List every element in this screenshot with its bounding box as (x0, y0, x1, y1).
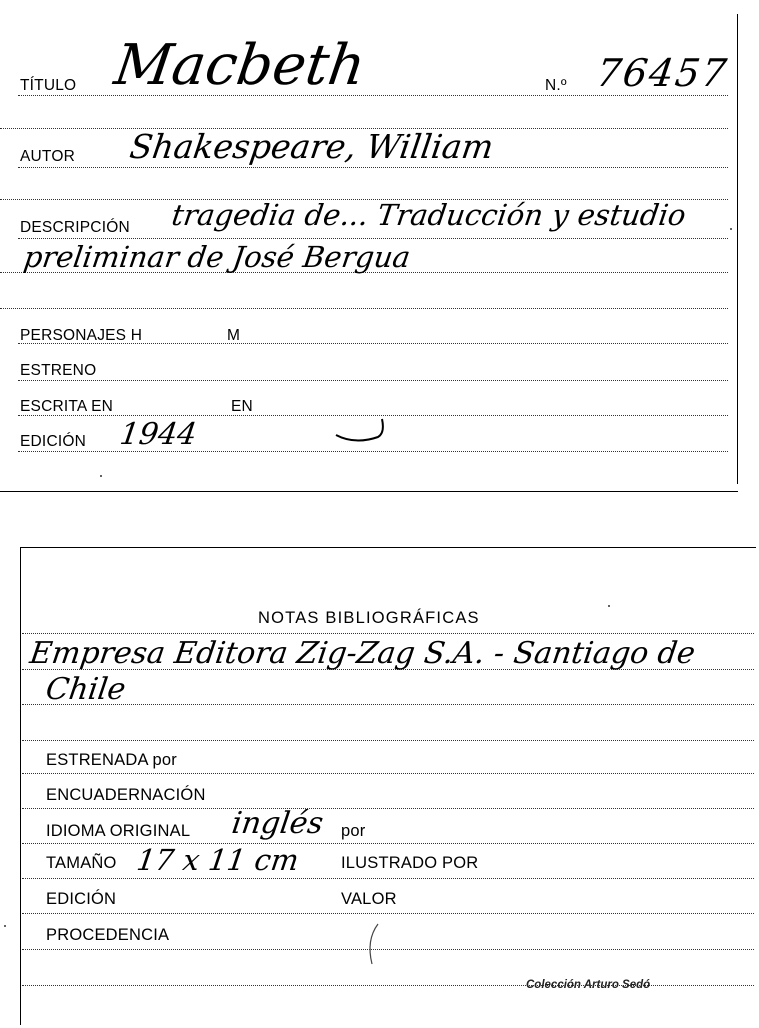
estreno-label: ESTRENO (20, 362, 97, 379)
tamano-value: 17 x 11 cm (134, 843, 301, 877)
numero-label: N.º (545, 77, 567, 94)
ruled-line (22, 704, 754, 705)
descripcion-value-line2: preliminar de José Bergua (21, 240, 413, 274)
autor-label: AUTOR (20, 148, 75, 165)
estrenada-por-label: ESTRENADA por (46, 751, 177, 769)
descripcion-label: DESCRIPCIÓN (20, 219, 130, 236)
personajes-h-label: PERSONAJES H (20, 327, 143, 344)
ruled-line (18, 167, 728, 168)
ruled-line (22, 878, 754, 879)
tamano-label: TAMAÑO (46, 854, 117, 872)
pencil-mark (360, 920, 390, 980)
card-edge (0, 491, 738, 492)
ruled-line (22, 808, 754, 809)
speck (730, 228, 732, 230)
encuadernacion-label: ENCUADERNACIÓN (46, 786, 206, 804)
notas-value-line2: Chile (43, 672, 128, 707)
titulo-label: TÍTULO (20, 77, 77, 94)
ruled-line (22, 843, 754, 844)
escrita-en-label: ESCRITA EN (20, 398, 114, 415)
edicion-value: 1944 (117, 417, 199, 452)
ilustrado-por-label: ILUSTRADO POR (341, 854, 479, 872)
edicion-label: EDICIÓN (20, 433, 86, 450)
ruled-line (18, 380, 728, 381)
en-label: EN (231, 398, 253, 415)
catalog-card-back (0, 545, 759, 1028)
speck (4, 925, 6, 927)
ruled-line (22, 773, 754, 774)
descripcion-value-line1: tragedia de... Traducción y estudio (169, 198, 688, 232)
procedencia-label: PROCEDENCIA (46, 926, 170, 944)
card-edge (20, 547, 21, 1025)
speck (608, 605, 610, 607)
ruled-line (22, 740, 754, 741)
speck (100, 475, 102, 477)
personajes-m-label: M (227, 327, 241, 344)
notas-heading: NOTAS BIBLIOGRÁFICAS (258, 609, 480, 627)
autor-value: Shakespeare, William (127, 127, 496, 166)
titulo-value: Macbeth (110, 33, 370, 98)
card-edge (20, 547, 756, 548)
notas-value-line1: Empresa Editora Zig-Zag S.A. - Santiago de (27, 636, 698, 671)
idioma-original-label: IDIOMA ORIGINAL (46, 822, 191, 840)
numero-value: 76457 (593, 51, 731, 95)
ruled-line (22, 633, 754, 634)
ruled-line (0, 308, 728, 309)
por-label: por (341, 822, 366, 840)
catalog-card-front (0, 0, 740, 492)
ruled-line (18, 238, 728, 239)
collection-stamp: Colección Arturo Sedó (526, 979, 651, 991)
edicion-back-label: EDICIÓN (46, 890, 117, 908)
idioma-original-value: inglés (229, 806, 326, 841)
ruled-line (22, 913, 754, 914)
card-edge (737, 14, 738, 484)
pencil-mark (330, 405, 390, 445)
valor-label: VALOR (341, 890, 397, 908)
